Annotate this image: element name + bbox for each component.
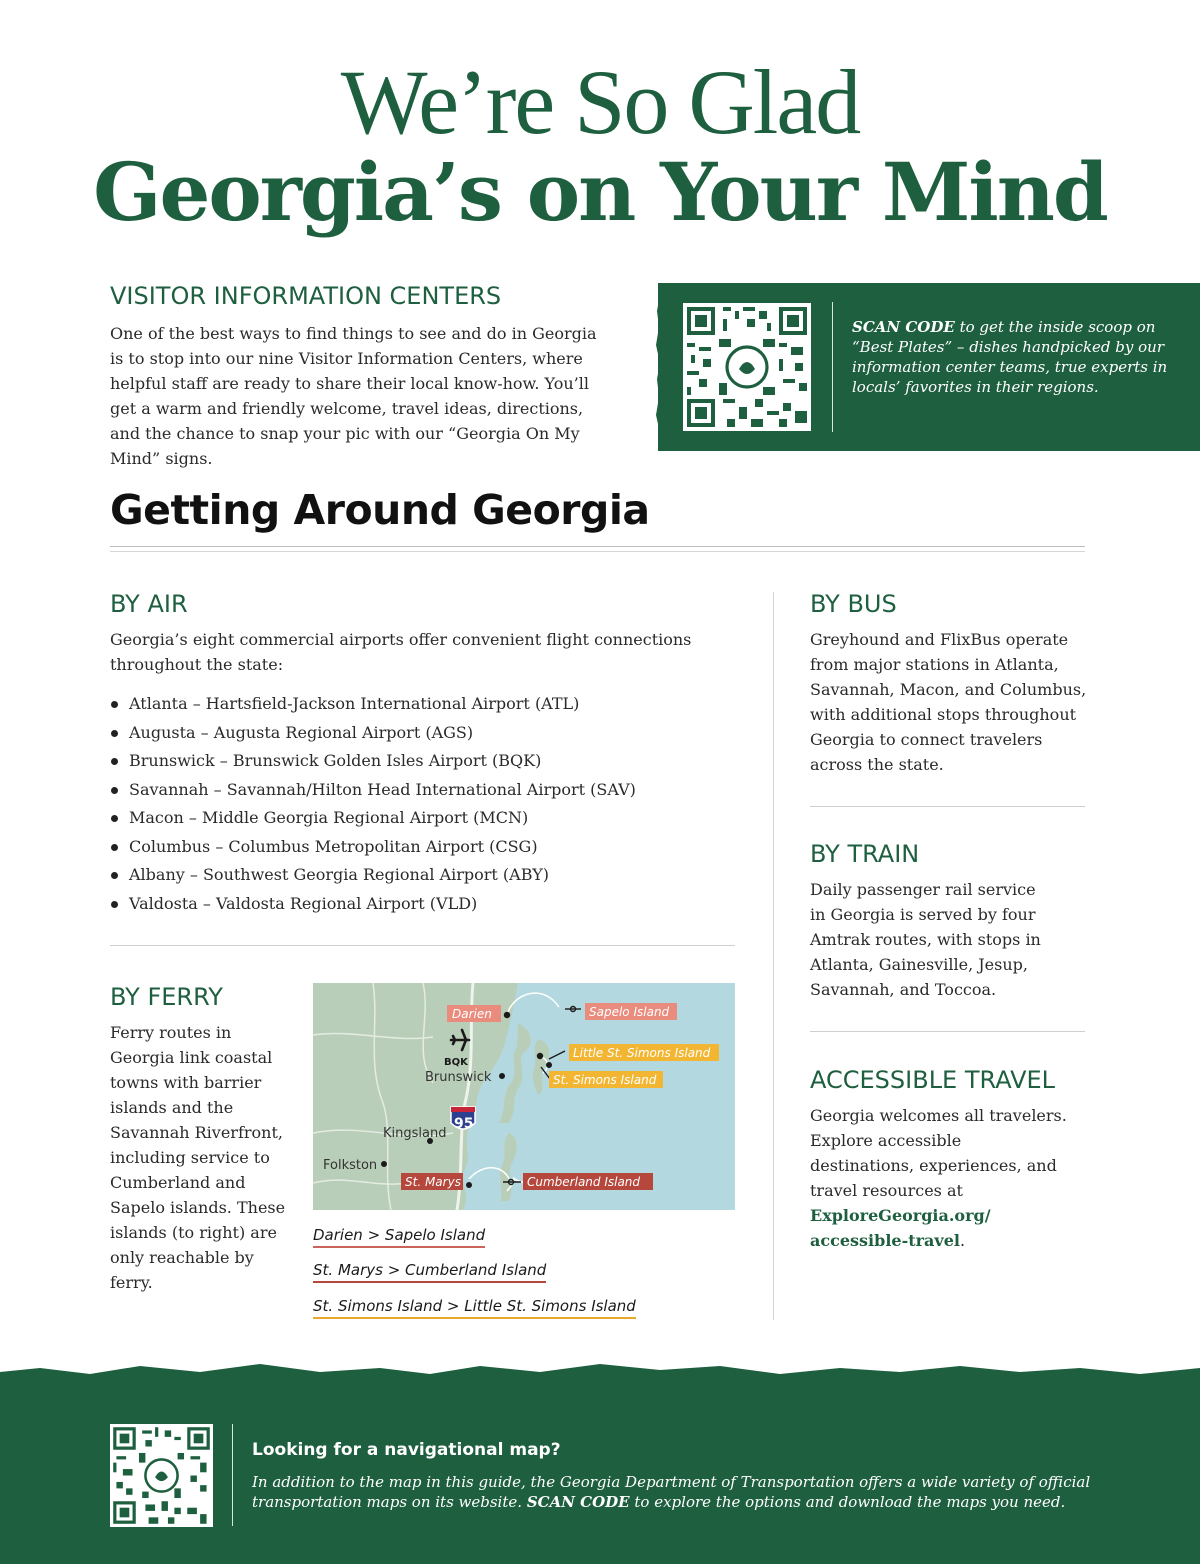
ferry-route-darien-sapelo: Darien > Sapelo Island [313,1226,485,1248]
map-label-cumberland: Cumberland Island [527,1175,641,1189]
footer-divider [232,1424,233,1526]
column-divider [773,592,774,1320]
section-divider [810,1031,1085,1032]
visitor-heading: VISITOR INFORMATION CENTERS [110,282,502,310]
qr-code-icon [110,1424,213,1527]
getting-around-title: Getting Around Georgia [110,486,650,534]
map-label-darien: Darien [452,1007,492,1021]
footer-scan-code-lead: SCAN CODE [526,1493,630,1511]
map-label-bqk: BQK [444,1057,468,1068]
section-divider [810,806,1085,807]
map-label-brunswick: Brunswick [425,1070,492,1085]
qr-code-best-plates[interactable] [683,303,811,431]
interstate-number: 95 [454,1116,474,1132]
map-label-folkston: Folkston [323,1158,378,1173]
hero-title-line2: Georgia’s on Your Mind [93,145,1107,239]
footer-text-after: to explore the options and download the maps you need. [629,1493,1066,1511]
map-label-kingsland: Kingsland [383,1126,447,1141]
hero-title-line1: We’re So Glad [340,51,860,153]
by-train-heading: BY TRAIN [810,840,920,868]
scan-box-divider [832,302,833,432]
section-divider [110,945,735,946]
accessible-travel-link[interactable]: ExploreGeorgia.org/ accessible-travel [810,1206,991,1250]
list-item: Macon – Middle Georgia Regional Airport (MCN) [110,804,636,833]
list-item: Valdosta – Valdosta Regional Airport (VLD) [110,890,636,919]
map-label-sapelo: Sapelo Island [589,1005,670,1019]
title-underline [110,546,1085,552]
torn-edge-graphic [654,283,664,451]
accessible-travel-heading: ACCESSIBLE TRAVEL [810,1066,1056,1094]
by-ferry-body: Ferry routes in Georgia link coastal towns with barrier islands and the Savannah Riverfront, including service to Cumberland and Sapelo islands. These islands (to right) are only reachable by ferry. [110,1023,286,1292]
by-ferry-heading: BY FERRY [110,983,223,1011]
scan-box-description: to get the inside scoop on “Best Plates” – dishes handpicked by our information center teams, true experts in locals’ favorites in their regions. [852,318,1168,396]
footer-text [252,1472,1112,1512]
map-label-st-simons: St. Simons Island [553,1073,657,1087]
map-label-little-st-simons: Little St. Simons Island [573,1046,711,1060]
footer-title: Looking for a navigational map? [252,1440,561,1460]
qr-code-icon [683,303,811,431]
qr-code-navigational-map[interactable] [110,1424,213,1527]
airport-list [110,690,636,918]
interstate-95-shield [451,1107,475,1132]
ferry-route-stsimons-littlestsimons: St. Simons Island > Little St. Simons Island [313,1297,636,1319]
list-item: Savannah – Savannah/Hilton Head International Airport (SAV) [110,776,636,805]
list-item: Atlanta – Hartsfield-Jackson International Airport (ATL) [110,690,636,719]
scan-box-text [852,317,1182,397]
by-bus-body: Greyhound and FlixBus operate from major stations in Atlanta, Savannah, Macon, and Columbus, with additional stops throughout Georgia to connect travelers across the state. [810,630,1087,774]
accessible-travel-text: Georgia welcomes all travelers. Explore accessible destinations, experiences, and travel resources at [810,1106,1067,1200]
visitor-body: One of the best ways to find things to see and do in Georgia is to stop into our nine Visitor Information Centers, where helpful staff are ready to share their local know-how. You’ll get a warm and friendly welcome, travel ideas, directions, and the chance to snap your pic with our “Georgia On My Mind” signs. [110,324,597,468]
list-item: Augusta – Augusta Regional Airport (AGS) [110,719,636,748]
by-air-intro: Georgia’s eight commercial airports offer convenient flight connections throughout the state: [110,630,692,674]
by-air-heading: BY AIR [110,590,188,618]
list-item: Albany – Southwest Georgia Regional Airport (ABY) [110,861,636,890]
accessible-travel-body [810,1103,1070,1253]
ferry-route-map [313,983,735,1210]
list-item: Columbus – Columbus Metropolitan Airport (CSG) [110,833,636,862]
footer-text-before: In addition to the map in this guide, the Georgia Department of Transportation offers a wide variety of official transportation maps on its website. [252,1473,1091,1511]
ferry-route-stmarys-cumberland: St. Marys > Cumberland Island [313,1261,546,1283]
map-label-st-marys: St. Marys [405,1175,461,1189]
scan-code-lead: SCAN CODE [852,318,955,336]
accessible-travel-end: . [959,1231,966,1250]
by-bus-heading: BY BUS [810,590,897,618]
list-item: Brunswick – Brunswick Golden Isles Airport (BQK) [110,747,636,776]
by-train-body: Daily passenger rail service in Georgia is served by four Amtrak routes, with stops in Atlanta, Gainesville, Jesup, Savannah, and Toccoa. [810,880,1041,999]
